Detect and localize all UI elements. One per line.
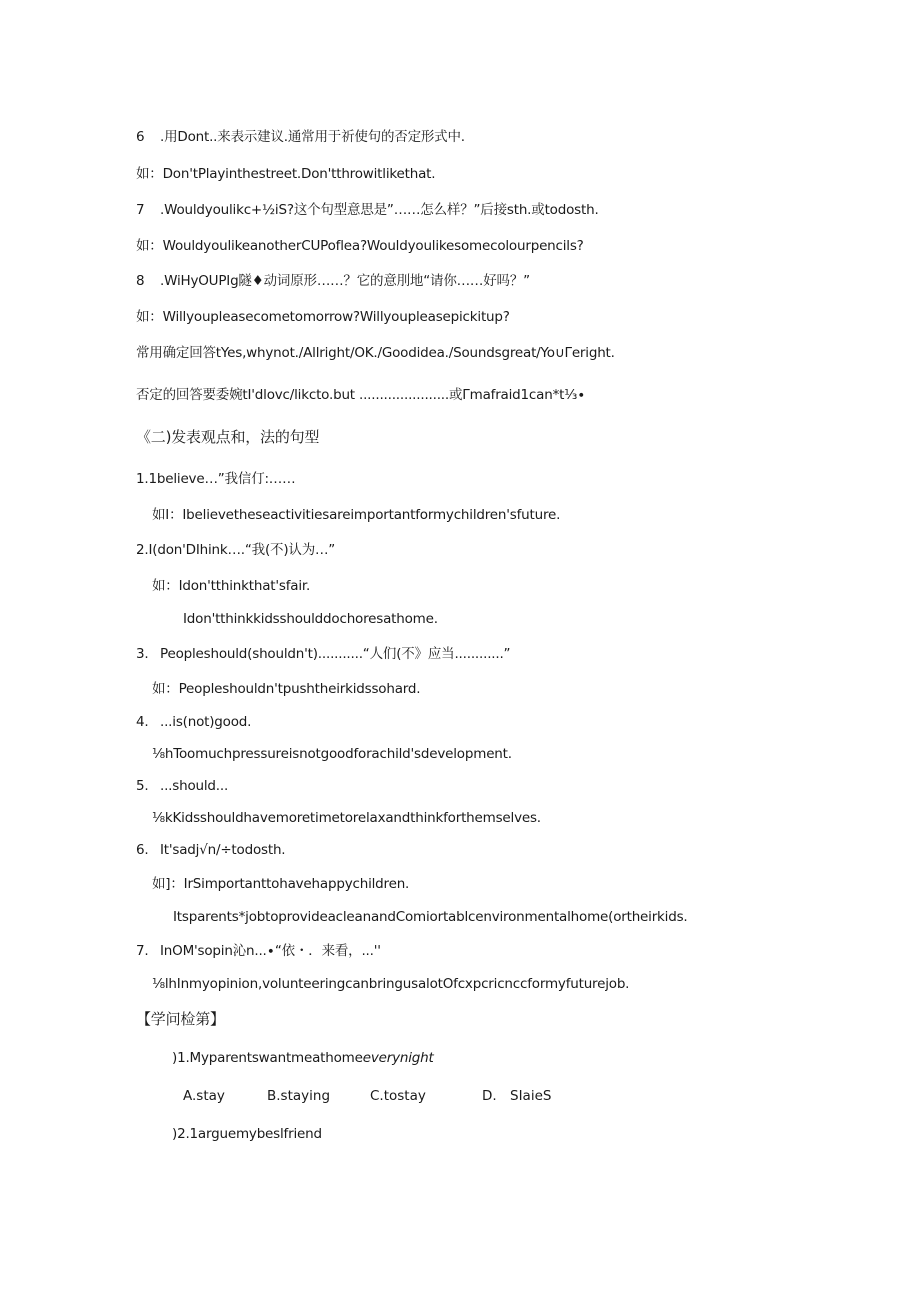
question-1 xyxy=(172,1048,434,1068)
pattern-5 xyxy=(136,776,228,796)
example-text: ⅛lhInmyopinion,volunteeringcanbringusalotOfcxpcricnccformyfuturejob. xyxy=(152,976,630,992)
example-text: 如I：Ibelievetheseactivitiesareimportantformychildren'sfuture. xyxy=(152,507,561,523)
answer-text: 常用确定回答tYes,whynot./Allright∕OK./Goodidea./Soundsgreat∕Yo∪Γeright. xyxy=(136,345,615,361)
rule-7 xyxy=(136,200,599,220)
question-2 xyxy=(172,1124,322,1144)
example-text: ⅛kKidsshouldhavemoretimetorelaxandthinkforthemselves. xyxy=(152,810,541,826)
rule-number: 8 xyxy=(136,273,145,289)
rule-text: .用Dont..来表示建议.通常用于祈使句的否定形式中. xyxy=(160,129,465,145)
pattern-1 xyxy=(136,469,295,489)
pattern-text: ...should... xyxy=(160,778,229,794)
rule-number: 6. xyxy=(136,842,149,858)
pattern-text: 1.1believe…”我信仃:…… xyxy=(136,471,296,487)
rule-number: 3. xyxy=(136,646,149,662)
rule-number: 6 xyxy=(136,129,145,145)
example-pattern-2a xyxy=(152,576,310,596)
rule-6 xyxy=(136,127,465,147)
option-a: A.stay xyxy=(183,1088,225,1104)
example-text: 如：Don'tPlayinthestreet.Don'tthrowitlikethat. xyxy=(136,166,436,182)
example-pattern-2b xyxy=(183,609,438,629)
example-pattern-3 xyxy=(152,679,420,699)
example-text: 如：WouldyoulikeanotherCUPoflea?Wouldyoulikesomecolourpencils? xyxy=(136,238,584,254)
pattern-text: ...is(not)good. xyxy=(160,714,252,730)
example-pattern-7 xyxy=(152,974,629,994)
option-d-label: D. xyxy=(482,1088,497,1104)
pattern-3 xyxy=(136,644,510,664)
example-6 xyxy=(136,164,435,184)
knowledge-check-heading xyxy=(136,1009,225,1029)
pattern-4 xyxy=(136,712,251,732)
pattern-text: It'sadj√n∕÷todosth. xyxy=(160,842,286,858)
positive-answers xyxy=(136,343,615,363)
answer-text: 否定的回答要委婉tI'dlovc/likcto.but ......................或Γmafraid1can*t⅓∙ xyxy=(136,387,586,403)
example-text: 如：Willyoupleasecometomorrow?Willyoupleasepickitup? xyxy=(136,309,510,325)
example-text: ⅛hToomuchpressureisnotgoodforachild'sdevelopment. xyxy=(152,746,512,762)
pattern-text: Peopleshould(shouldn't)...........“人们(不》应当............” xyxy=(160,646,511,662)
rule-number: 7 xyxy=(136,202,145,218)
pattern-text: 2.I(don'DIhink….“我(不)认为…” xyxy=(136,542,336,558)
example-text: 如]：IrSimportanttohavehappychildren. xyxy=(152,876,410,892)
pattern-7 xyxy=(136,941,381,961)
example-text: Idon'tthinkkidsshoulddochoresathome. xyxy=(183,611,438,627)
pattern-text: InOM'sopin沁n...∙“依・．来看，...'' xyxy=(160,943,381,959)
pattern-6 xyxy=(136,840,285,860)
rule-number: 7. xyxy=(136,943,149,959)
question-text: )1.Myparentswantmeathome xyxy=(172,1050,363,1066)
example-text: 如：Peopleshouldn'tpushtheirkidssohard. xyxy=(152,681,421,697)
heading-text: 《二)发表观点和，法的句型 xyxy=(136,428,320,446)
example-text: Itsparents*jobtoprovideacleanandComiortablcenvironmentalhome(ortheirkids. xyxy=(173,909,688,925)
example-pattern-6a xyxy=(152,874,409,894)
example-pattern-6b xyxy=(173,907,688,927)
option-b: B.staying xyxy=(267,1088,331,1104)
rule-text: .Wouldyoulikc+½iS?这个句型意思是”……怎么样？”后接sth.或todosth. xyxy=(160,202,599,218)
question-italic-text: everynight xyxy=(362,1050,434,1066)
option-d: SIaieS xyxy=(510,1088,552,1104)
rule-number: 4. xyxy=(136,714,149,730)
option-c: C.tostay xyxy=(370,1088,426,1104)
example-pattern-1 xyxy=(152,505,560,525)
example-7 xyxy=(136,236,584,256)
rule-text: .WiHyOUPIg隧♦动词原形……？它的意刖地“请你……好吗？” xyxy=(160,273,530,289)
pattern-2 xyxy=(136,540,335,560)
example-pattern-5 xyxy=(152,808,541,828)
example-text: 如：Idon'tthinkthat'sfair. xyxy=(152,578,311,594)
example-8 xyxy=(136,307,510,327)
section-heading xyxy=(136,427,319,447)
rule-number: 5. xyxy=(136,778,149,794)
question-text: )2.1arguemybeslfriend xyxy=(172,1126,322,1142)
negative-answers xyxy=(136,385,585,405)
heading-text: 【学问检第】 xyxy=(136,1010,225,1028)
rule-8 xyxy=(136,271,530,291)
example-pattern-4 xyxy=(152,744,512,764)
